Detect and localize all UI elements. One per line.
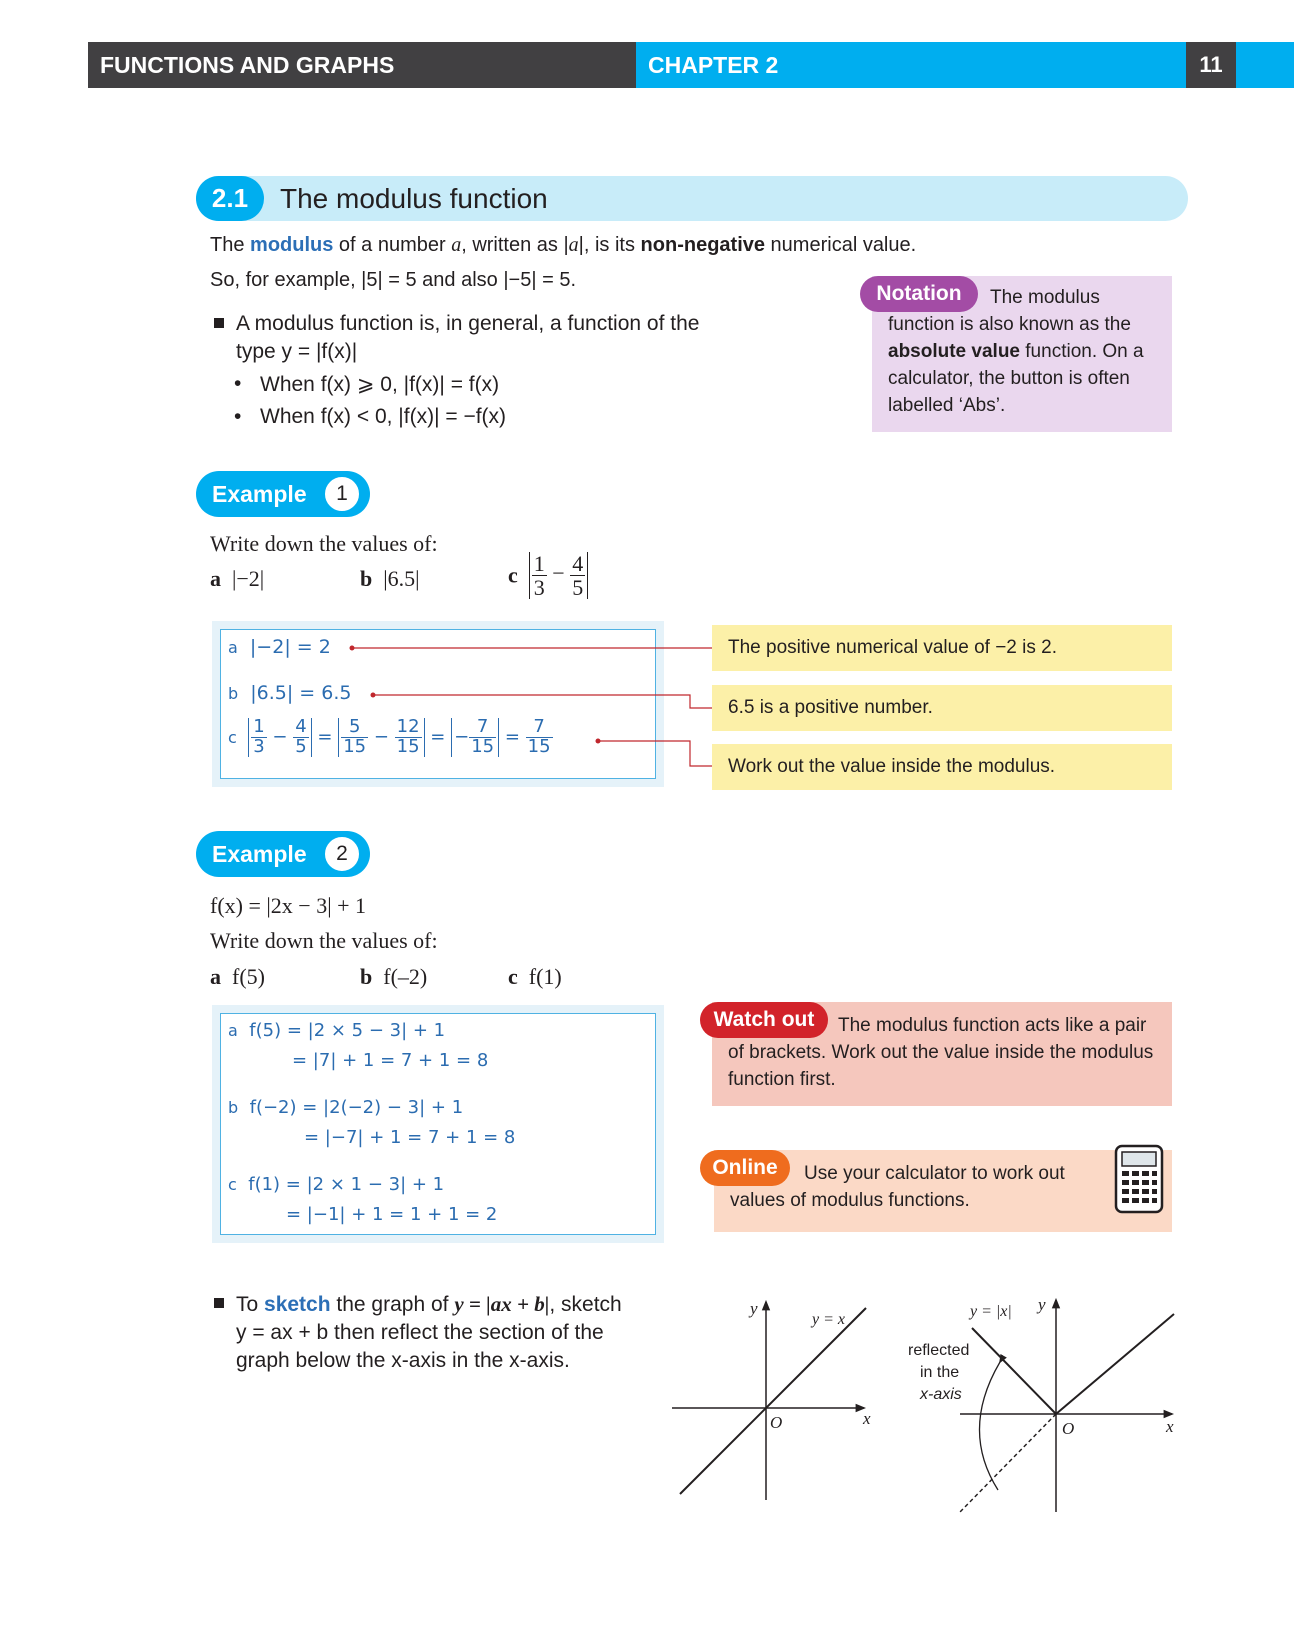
bullet-dot: • (234, 405, 242, 428)
connector-b (373, 695, 712, 708)
graph1-y-label: y (750, 1299, 758, 1318)
notation-text: The modulus function is also known as the absolute value function. On a calculator, the button is often labelled ‘Abs’. (888, 287, 1144, 416)
modulus-term: modulus (250, 234, 334, 256)
graph2-origin: O (1062, 1419, 1075, 1438)
intro-line-2: So, for example, |5| = 5 and also |−5| = 5. (210, 269, 577, 291)
bullet-square (214, 1298, 224, 1308)
notation-label: Notation (860, 276, 978, 312)
intro-line-1: The modulus of a number a, written as |a|, is its non-negative numerical value. (210, 234, 917, 256)
graph-y-equals-x (672, 1302, 866, 1500)
solution-1c: c $\frac{1}{3}$ − $\frac{4}{5}$ = $\frac{5}{15}$ − $\frac{12}{15}$ = − $\frac{7}{15}$ = $\frac{7}{15}$ (228, 716, 551, 757)
graph1-x-label: x (863, 1409, 871, 1428)
page-number: 11 (1186, 42, 1236, 88)
example-1-part-a: a |−2| (210, 566, 265, 591)
graph1-origin: O (770, 1413, 783, 1432)
example-1-prompt: Write down the values of: (210, 531, 438, 556)
example-1-part-c: c $\frac{1}{3}$ − $\frac{4}{5}$ (508, 552, 588, 599)
note-1c: Work out the value inside the modulus. (712, 744, 1172, 790)
example-1-badge: Example (196, 471, 370, 517)
section-title: The modulus function (280, 183, 548, 214)
section-number: 2.1 (196, 176, 264, 221)
example-2-solution-box (220, 1013, 656, 1235)
watch-out-text: The modulus function acts like a pair of brackets. Work out the value inside the modulus function first. (728, 1015, 1154, 1090)
graph2-line-label: y = |x| (970, 1303, 1012, 1320)
note-1b: 6.5 is a positive number. (712, 685, 1172, 731)
example-1-number: 1 (322, 474, 362, 514)
solution-2b-line2: = |−7| + 1 = 7 + 1 = 8 (304, 1127, 516, 1148)
graph2-x-label: x (1166, 1417, 1174, 1436)
graph2-annotation-2: in the (920, 1364, 960, 1381)
case-nonnegative: When f(x) ⩾ 0, |f(x)| = f(x) (260, 373, 500, 396)
example-1-part-b: b |6.5| (360, 566, 420, 591)
bullet-sketch-instruction: To sketch the graph of y = |ax + b|, sketch y = ax + b then reflect the section of the graph below the x-axis in the x-axis. (236, 1292, 622, 1372)
sketch-term: sketch (264, 1293, 331, 1316)
note-1a: The positive numerical value of −2 is 2. (712, 625, 1172, 671)
graph2-dashed-original (960, 1414, 1056, 1512)
connector-c (598, 741, 712, 766)
watch-out-label: Watch out (700, 1002, 828, 1038)
solution-2c-line2: = |−1| + 1 = 1 + 1 = 2 (286, 1204, 498, 1225)
chapter-label: CHAPTER 2 (636, 42, 1186, 88)
solution-1b: b |6.5| = 6.5 (228, 682, 352, 704)
solution-2c-line1: c f(1) = |2 × 1 − 3| + 1 (228, 1174, 445, 1195)
bullet-dot: • (234, 372, 242, 395)
online-text: Use your calculator to work out values of modulus functions. (730, 1163, 1065, 1211)
example-2-part-a: a f(5) (210, 964, 265, 989)
graph-y-equals-abs-x (960, 1300, 1174, 1512)
bullet-modulus-definition: A modulus function is, in general, a function of the type y = |f(x)| (236, 312, 700, 363)
running-header-title: FUNCTIONS AND GRAPHS (88, 42, 636, 88)
example-2-function: f(x) = |2x − 3| + 1 (210, 893, 367, 918)
graph1-line-label: y = x (812, 1311, 845, 1328)
non-negative-term: non-negative (640, 234, 765, 256)
example-2-number: 2 (322, 834, 362, 874)
graph2-right-branch (1056, 1314, 1174, 1414)
example-2-part-c: c f(1) (508, 964, 562, 989)
example-2-badge: Example (196, 831, 370, 877)
online-label: Online (700, 1150, 790, 1186)
graph1-line (680, 1308, 866, 1494)
graph2-reflection-arrow (979, 1362, 1000, 1490)
graph2-y-label: y (1038, 1295, 1046, 1314)
calculator-icon (1112, 1143, 1168, 1217)
solution-2b-line1: b f(−2) = |2(−2) − 3| + 1 (228, 1097, 464, 1118)
graph2-annotation-3: x-axis (920, 1386, 962, 1403)
solution-2a-line2: = |7| + 1 = 7 + 1 = 8 (292, 1050, 489, 1071)
solution-2a-line1: a f(5) = |2 × 5 − 3| + 1 (228, 1020, 446, 1041)
solution-1a: a |−2| = 2 (228, 636, 331, 658)
example-2-prompt: Write down the values of: (210, 928, 438, 953)
case-negative: When f(x) < 0, |f(x)| = −f(x) (260, 405, 507, 428)
graph2-annotation-1: reflected (908, 1342, 970, 1359)
example-2-part-b: b f(–2) (360, 964, 428, 989)
graphs (660, 1280, 1280, 1520)
graph2-left-branch (972, 1328, 1056, 1414)
